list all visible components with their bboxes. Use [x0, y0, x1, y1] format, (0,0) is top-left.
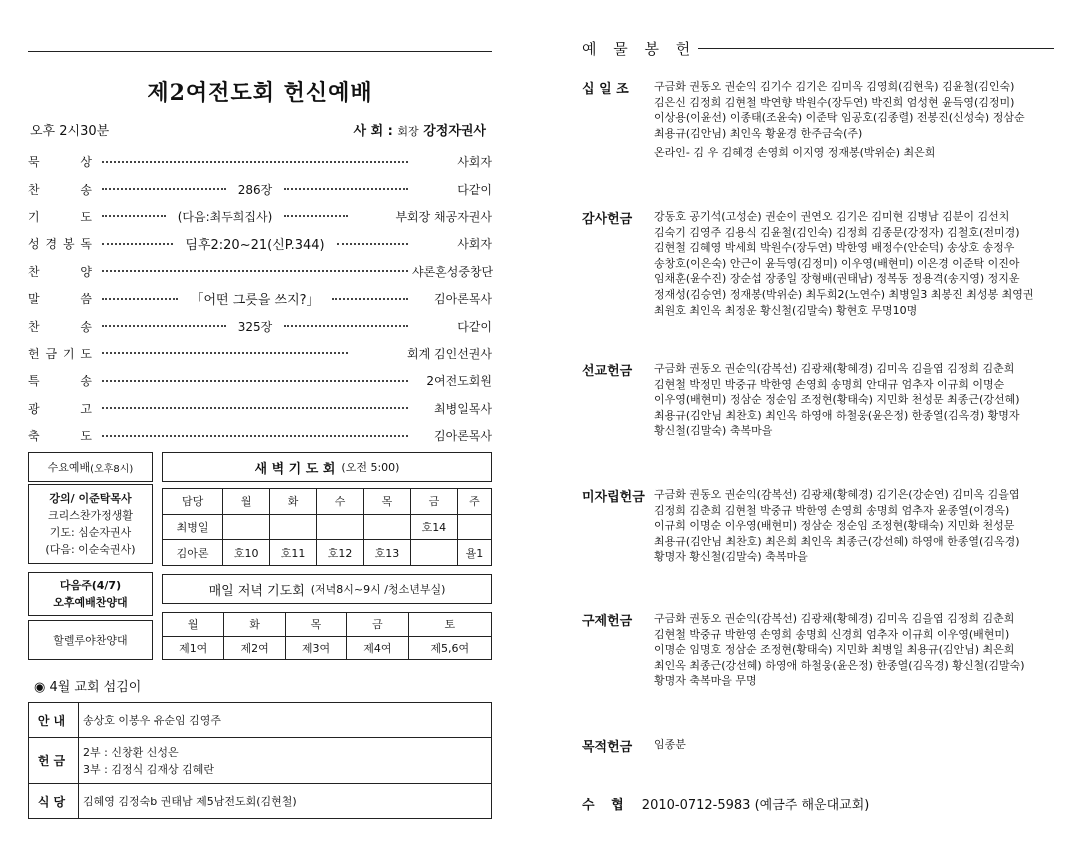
offering-name-line: 임채훈(윤수진) 장순섭 장종일 장형배(권태남) 정복동 정용격(송지영) 정지운 — [654, 272, 1020, 286]
choir-box — [28, 620, 153, 660]
order-item-detail: 딤후2:20~21(신P.344) — [185, 238, 325, 254]
dawn-cell: 호12 — [317, 540, 364, 566]
order-item-person: 회계 김인선권사 — [407, 346, 492, 361]
offering-name-line: 이상용(이윤선) 이종태(조윤숙) 이준탁 임공호(김종렬) 전봉진(신성숙) 정삼순 — [654, 111, 1025, 125]
order-item-name — [28, 290, 98, 307]
evening-group-cell: 제3여 — [285, 636, 346, 660]
order-of-service — [28, 148, 492, 449]
dawn-cell — [410, 540, 457, 566]
offering-name-line: 구금화 권동오 권순익 김기수 김기은 김미옥 김영희(김현욱) 김윤철(김인숙) — [654, 80, 1015, 93]
servant-line: 김혜영 김정숙b 권태남 제5남전도회(김현철) — [83, 794, 297, 808]
choir-name: 할렐루야찬양대 — [53, 634, 128, 647]
dawn-cell — [317, 514, 364, 540]
wednesday-topic: 크리스찬가정생활 — [47, 509, 133, 522]
service-title: 제2여전도회 헌신예배 — [147, 80, 373, 106]
evening-prayer-title: 매일 저녁 기도회 — [208, 583, 305, 599]
evening-day-cell: 월 — [163, 613, 224, 637]
next-week-box — [28, 572, 153, 616]
servants-table — [28, 702, 492, 818]
offering-names — [654, 209, 1050, 318]
order-row — [28, 312, 492, 339]
bank-holder: (예금주 해운대교회) — [754, 798, 870, 813]
order-leader-dots — [102, 215, 166, 217]
order-item-name-char: 말 — [28, 292, 40, 307]
wednesday-time: (오후8시) — [90, 463, 134, 475]
order-item-name — [28, 263, 98, 280]
order-item-name-char: 양 — [80, 264, 92, 279]
dawn-cell: 호11 — [270, 540, 317, 566]
offering-label: 목적헌금 — [582, 740, 633, 755]
order-row — [28, 422, 492, 449]
order-item-person: 부회장 채공자권사 — [395, 209, 492, 224]
dawn-header-cell: 목 — [364, 489, 411, 515]
offering-name-line: 최원호 최인옥 최정운 황신철(김말숙) 황현호 무명10명 — [654, 303, 918, 317]
dawn-header-cell: 주 — [457, 489, 491, 515]
wednesday-prayer: 기도: 심순자권사 — [49, 526, 132, 539]
servant-role: 안내 — [29, 703, 79, 738]
order-leader-dots — [284, 325, 408, 327]
order-item-person: 김아론목사 — [434, 292, 493, 307]
order-leader-dots — [102, 161, 408, 163]
order-item-name-char: 축 — [28, 429, 40, 444]
evening-group-cell: 제4여 — [347, 636, 408, 660]
offering-heading-rule — [698, 48, 1054, 49]
wednesday-info-box — [28, 484, 153, 564]
offering-label: 감사헌금 — [582, 212, 633, 227]
offering-heading: 예 물 봉 헌 — [582, 40, 697, 58]
dawn-header-cell: 금 — [410, 489, 457, 515]
order-leader-dots — [102, 380, 408, 382]
dawn-cell: 김아론 — [163, 540, 223, 566]
offering-name-line: 황명자 황신철(김말숙) 축복마을 — [654, 550, 808, 564]
host-label: 사 회 : — [353, 124, 393, 139]
offering-name-line: 이규희 이명순 이우영(배현미) 정삼순 정순임 조정현(황태숙) 지민화 천성문 — [654, 519, 1015, 533]
dawn-prayer-title-box — [162, 452, 492, 482]
bank-number: 2010-0712-5983 — [641, 798, 751, 813]
order-item-detail: 325장 — [237, 319, 273, 334]
wednesday-next: (다음: 이순숙권사) — [45, 543, 136, 556]
evening-prayer-table — [162, 612, 492, 660]
offering-names — [654, 79, 1050, 161]
dawn-cell — [223, 514, 270, 540]
order-item-name-char: 도 — [80, 429, 92, 444]
order-item-name — [28, 181, 98, 198]
offering-names — [654, 487, 1050, 565]
order-leader-dots — [337, 243, 408, 245]
offering-name-line: 황신철(김말숙) 축복마을 — [654, 424, 773, 438]
order-item-name-char: 성 — [28, 237, 40, 252]
dawn-cell: 호14 — [410, 514, 457, 540]
order-row — [28, 340, 492, 367]
order-row — [28, 395, 492, 422]
order-item-person: 사회자 — [457, 237, 492, 252]
order-item-person: 사회자 — [457, 155, 492, 170]
offering-name-line: 김은신 김정희 김현철 박연향 박원수(장두연) 박진희 엄성현 윤득영(김정미) — [654, 95, 1015, 109]
servant-line: 3부 : 김정식 김재상 김혜란 — [83, 762, 214, 776]
offering-name-line: 김현철 박중규 박한영 손영희 송명희 신경희 엄추자 이규희 이우영(배현미) — [654, 627, 1010, 641]
order-item-name-char: 도 — [80, 346, 92, 361]
order-leader-dots — [102, 352, 348, 354]
offering-names — [654, 737, 1050, 753]
top-divider — [28, 51, 492, 52]
servants-heading: ◉ 4월 교회 섬김이 — [34, 680, 142, 695]
order-row — [28, 367, 492, 394]
order-item-name — [28, 400, 98, 417]
order-item-name-char: 경 — [45, 237, 58, 252]
order-item-name — [28, 345, 98, 362]
offering-name-line: 최용규(김안님) 최인옥 황윤경 한주금숙(주) — [654, 126, 863, 140]
order-item-name-char: 도 — [80, 209, 92, 224]
dawn-prayer-title: 새 벽 기 도 회 — [254, 461, 336, 477]
servant-names — [79, 703, 492, 738]
order-row — [28, 258, 492, 285]
dawn-prayer-table — [162, 488, 492, 566]
offering-names — [654, 611, 1050, 689]
order-leader-dots — [102, 407, 408, 409]
order-item-person: 샤론혼성중창단 — [412, 264, 494, 279]
service-time: 오후 2시30분 — [30, 124, 110, 139]
order-item-name-char: 특 — [28, 374, 40, 389]
order-leader-dots — [102, 298, 178, 300]
dawn-header-cell: 담당 — [163, 489, 223, 515]
offering-label: 구제헌금 — [582, 614, 633, 629]
order-row — [28, 203, 492, 230]
order-item-name-char: 기 — [28, 209, 40, 224]
offering-name-line: 송창호(이은숙) 안근이 윤득영(김정미) 이우영(배현미) 이은경 이준탁 이진아 — [654, 256, 1020, 270]
servant-role: 식당 — [29, 784, 79, 819]
offering-name-line: 최인옥 최종근(강선혜) 하영애 하철웅(윤은정) 한종열(김옥경) 황신철(김말숙) — [654, 658, 1025, 672]
offering-name-line: 김정희 김춘희 김현철 박중규 박한영 손영희 송명희 엄추자 윤종열(이경옥) — [654, 503, 1010, 517]
right-column — [582, 0, 1060, 852]
offering-name-line: 최용규(김안님 최찬호) 최인옥 하영애 하철웅(윤은정) 한종열(김옥경) 황명자 — [654, 408, 1020, 422]
dawn-cell — [270, 514, 317, 540]
order-leader-dots — [102, 188, 226, 190]
order-item-detail: 「어떤 그릇을 쓰지?」 — [190, 293, 320, 309]
evening-day-cell: 금 — [347, 613, 408, 637]
order-item-name-char: 고 — [80, 401, 92, 416]
servant-line: 2부 : 신창환 신성은 — [83, 745, 179, 759]
offering-name-line: 구금화 권동오 권순익(감복선) 김광채(황혜경) 김미옥 김을엽 김정희 김춘희 — [654, 362, 1015, 375]
order-item-name-char: 봉 — [62, 237, 75, 252]
order-leader-dots — [102, 435, 408, 437]
next-week-date: 다음주(4/7) — [59, 579, 122, 592]
dawn-header-cell: 화 — [270, 489, 317, 515]
offering-label: 십 일 조 — [582, 82, 629, 97]
dawn-cell — [457, 514, 491, 540]
order-item-name-char: 금 — [45, 346, 58, 361]
offering-name-line: 이우영(배현미) 정삼순 정순임 조정현(황태숙) 지민화 천성문 최종근(강선혜) — [654, 393, 1020, 407]
offering-name-line: 이명순 임명호 정삼순 조정현(황태숙) 지민화 최병일 최용규(김안님) 최은희 — [654, 643, 1015, 657]
next-week-label: 오후예배찬양대 — [53, 596, 128, 609]
offering-name-line: 정재성(김승연) 정재봉(박위순) 최두희2(노연수) 최병일3 최봉진 최성봉 최영권 — [654, 287, 1034, 301]
offering-name-line: 구금화 권동오 권순익(감복선) 김광채(황혜경) 김미옥 김을엽 김정희 김춘희 — [654, 612, 1015, 625]
order-item-name — [28, 153, 98, 170]
left-column — [28, 0, 492, 852]
host-prefix: 회장 — [397, 125, 419, 138]
order-item-detail: (다음:최두희집사) — [177, 209, 273, 224]
order-row — [28, 285, 492, 312]
order-leader-dots — [102, 243, 173, 245]
evening-group-cell: 제1여 — [163, 636, 224, 660]
order-item-detail: 286장 — [237, 182, 273, 197]
evening-group-cell: 제2여 — [224, 636, 285, 660]
evening-day-cell: 토 — [408, 613, 491, 637]
order-item-name — [28, 427, 98, 444]
order-item-name — [28, 208, 98, 225]
offering-name-line: 황명자 축복마을 무명 — [654, 674, 757, 688]
order-item-name-char: 광 — [28, 401, 40, 416]
dawn-cell: 욜1 — [457, 540, 491, 566]
dawn-header-cell: 월 — [223, 489, 270, 515]
dawn-cell — [364, 514, 411, 540]
order-leader-dots — [332, 298, 408, 300]
order-item-name-char: 찬 — [28, 264, 40, 279]
offering-name-line: 김현철 박정민 박중규 박한영 손영희 송명희 안대규 엄추자 이규희 이명순 — [654, 377, 1005, 391]
wednesday-title: 수요예배 — [47, 461, 91, 474]
offering-name-line: 강동호 공기석(고성순) 권순이 권연오 김기은 김미현 김병남 김분이 김선치 — [654, 210, 1010, 223]
offering-name-line: 임종분 — [654, 738, 686, 751]
evening-day-cell: 목 — [285, 613, 346, 637]
order-item-name-char: 기 — [62, 346, 75, 361]
order-item-person: 다같이 — [457, 319, 492, 334]
order-item-person: 다같이 — [457, 182, 492, 197]
order-row — [28, 230, 492, 257]
dawn-cell: 최병일 — [163, 514, 223, 540]
order-item-person: 최병일목사 — [434, 401, 492, 416]
service-host — [354, 120, 487, 139]
wednesday-title-box — [28, 452, 153, 482]
offering-label: 미자립헌금 — [582, 490, 645, 505]
dawn-cell: 호13 — [364, 540, 411, 566]
order-item-name-char: 송 — [80, 319, 92, 334]
order-item-name-char: 찬 — [28, 319, 40, 334]
order-row — [28, 175, 492, 202]
order-leader-dots — [284, 215, 348, 217]
time-host-row — [28, 120, 492, 142]
offering-online-line: 온라인- 김 우 김혜경 손영희 이지영 정재봉(박위순) 최은희 — [654, 146, 936, 160]
offering-name-line: 구금화 권동오 권순익(감복선) 김광채(황혜경) 김기은(강순연) 김미옥 김을엽 — [654, 488, 1020, 501]
order-item-name-char: 헌 — [28, 346, 40, 361]
evening-day-cell: 화 — [224, 613, 285, 637]
evening-group-cell: 제5,6여 — [408, 636, 491, 660]
offering-name-line: 김현철 김혜영 박세희 박원수(장두연) 박한영 배정수(안순덕) 송상호 송정우 — [654, 241, 1015, 255]
order-leader-dots — [102, 270, 408, 272]
evening-prayer-time: (저녁8시~9시 /청소년부실) — [310, 583, 446, 596]
order-item-name — [28, 372, 98, 389]
order-item-name — [28, 235, 98, 252]
servant-names — [79, 738, 492, 784]
evening-prayer-title-box — [162, 574, 492, 604]
order-item-person: 김아론목사 — [434, 429, 492, 444]
wednesday-lecturer: 강의/ 이준탁목사 — [49, 492, 132, 505]
offering-name-line: 김숙기 김영주 김용식 김윤철(김인숙) 김정희 김종문(강정자) 김철호(전미경) — [654, 225, 1020, 239]
dawn-prayer-time: (오전 5:00) — [341, 461, 400, 474]
bank-label: 수 협 — [582, 798, 630, 813]
order-item-name-char: 송 — [80, 182, 92, 197]
order-item-name-char: 상 — [80, 155, 92, 170]
order-item-name-char: 찬 — [28, 182, 40, 197]
offering-names — [654, 361, 1050, 439]
order-leader-dots — [102, 325, 226, 327]
bank-info — [582, 794, 869, 813]
order-item-name — [28, 318, 98, 335]
order-row — [28, 148, 492, 175]
servant-role: 헌금 — [29, 738, 79, 784]
offering-label: 선교헌금 — [582, 364, 633, 379]
order-leader-dots — [284, 188, 408, 190]
dawn-header-cell: 수 — [317, 489, 364, 515]
host-name: 강정자권사 — [423, 124, 486, 139]
order-item-person: 2여전도회원 — [426, 374, 492, 389]
servant-line: 송상호 이봉우 유순임 김영주 — [83, 713, 222, 727]
order-item-name-char: 묵 — [28, 155, 40, 170]
order-item-name-char: 송 — [80, 374, 92, 389]
order-item-name-char: 씀 — [80, 292, 92, 307]
offering-name-line: 최용규(김안님 최찬호) 최은희 최인옥 최종근(강선혜) 하영애 한종열(김옥경) — [654, 534, 1020, 548]
servant-names — [79, 784, 492, 819]
dawn-cell: 호10 — [223, 540, 270, 566]
order-item-name-char: 독 — [80, 237, 92, 252]
